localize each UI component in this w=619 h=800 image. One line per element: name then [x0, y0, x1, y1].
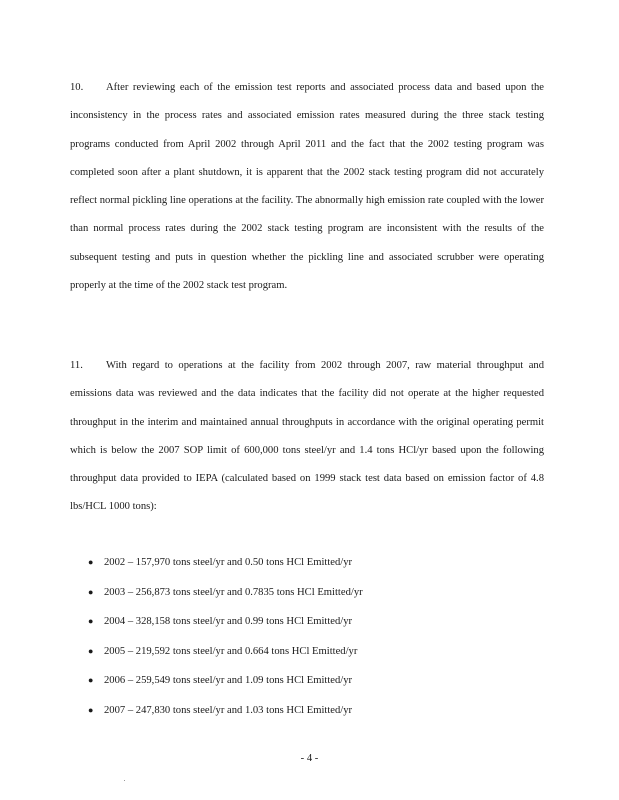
paragraph-number: 10. [70, 82, 84, 93]
list-item-text: 2002 – 157,970 tons steel/yr and 0.50 tons HCl Emitted/yr [104, 557, 353, 568]
list-item [88, 578, 363, 608]
bullet-icon: ● [88, 616, 94, 627]
bullet-icon: ● [88, 645, 94, 656]
bullet-icon: ● [88, 675, 94, 686]
list-item-text: 2005 – 219,592 tons steel/yr and 0.664 tons HCl Emitted/yr [104, 645, 358, 657]
list-item [88, 696, 363, 726]
page-number: - 4 - [300, 753, 319, 764]
bullet-icon: ● [88, 704, 94, 715]
paragraph-text: With regard to operations at the facility from 2002 through 2007, raw material throughput and emissions data was reviewed and the data indicates that the facility did not operate at the higher requested throughput in the interim and maintained annual throughputs in accordance with the original operating permit which is below the 2007 SOP limit of 600,000 tons steel/yr and 1.4 tons HCl/yr based upon the following throughput data provided to IEPA (calculated based on 1999 stack test data based on emission factor of 4.8 lbs/HCL 1000 tons): [70, 360, 544, 513]
list-item [88, 637, 363, 667]
bullet-icon: ● [88, 557, 94, 567]
paragraph-11 [70, 352, 544, 522]
paragraph-text: After reviewing each of the emission test reports and associated process data and based upon the inconsistency in the process rates and associated emission rates measured during the three stack testing programs conducted from April 2002 through April 2011 and the fact that the 2002 testing program was completed soon after a plant shutdown, it is apparent that the 2002 stack testing program did not accurately reflect normal pickling line operations at the facility. The abnormally high emission rate coupled with the lower than normal process rates during the 2002 stack testing program are inconsistent with the results of the subsequent testing and puts in question whether the pickling line and associated scrubber were operating properly at the time of the 2002 stack test program. [70, 82, 544, 292]
bullet-icon: ● [88, 586, 94, 597]
list-item-text: 2007 – 247,830 tons steel/yr and 1.03 tons HCl Emitted/yr [104, 704, 353, 716]
paragraph-10 [70, 74, 544, 300]
paragraph-number: 11. [70, 360, 83, 371]
list-item [88, 607, 363, 637]
list-item-text: 2003 – 256,873 tons steel/yr and 0.7835 tons HCl Emitted/yr [104, 586, 363, 598]
list-item [88, 666, 363, 696]
list-item-text: 2006 – 259,549 tons steel/yr and 1.09 tons HCl Emitted/yr [104, 675, 353, 687]
list-item-text: 2004 – 328,158 tons steel/yr and 0.99 tons HCl Emitted/yr [104, 616, 353, 628]
scan-speck [124, 780, 125, 781]
list-item [88, 548, 363, 578]
throughput-list [88, 548, 363, 726]
